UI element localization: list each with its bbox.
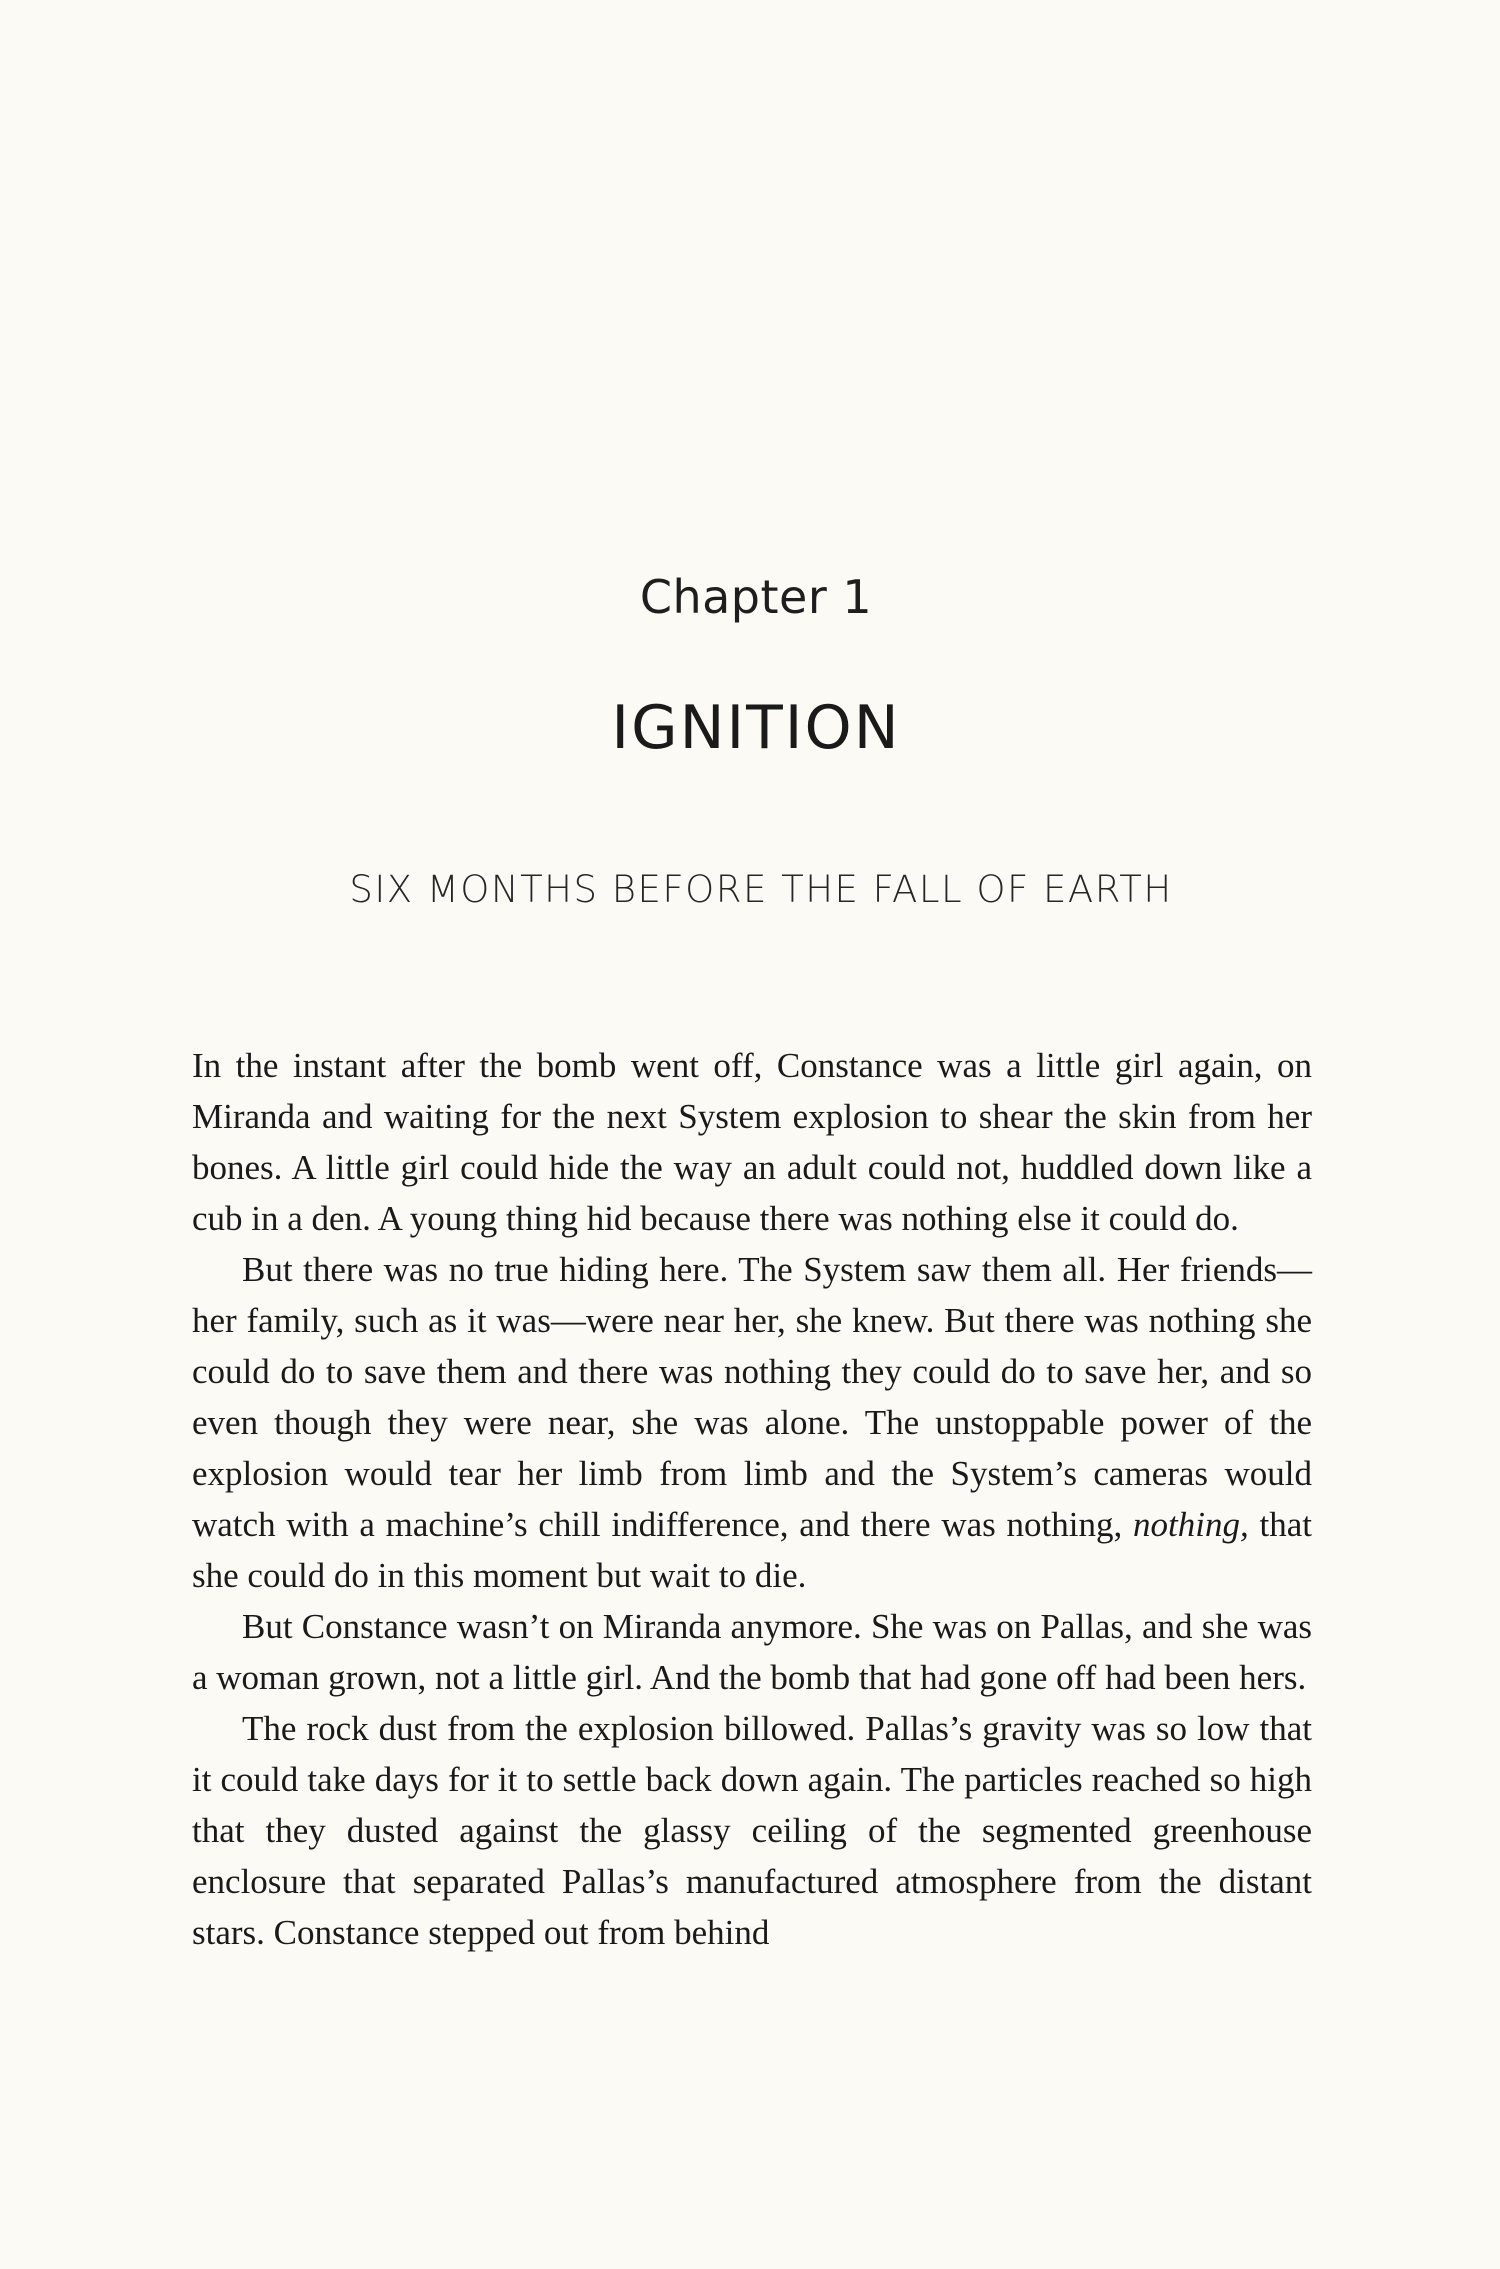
body-text bbox=[192, 1040, 1312, 1958]
paragraph-4: The rock dust from the explosion billowed. Pallas’s gravity was so low that it could take days for it to settle back down again. The particles reached so high that they dusted against the glassy ceiling of the segmented greenhouse enclosure that separated Pallas’s manufactured atmosphere from the distant stars. Constance stepped out from behind bbox=[192, 1709, 1312, 1952]
chapter-number: Chapter 1 bbox=[639, 570, 873, 624]
paragraph-3: But Constance wasn’t on Miranda anymore. She was on Pallas, and she was a woman grown, not a little girl. And the bomb that had gone off had been hers. bbox=[192, 1607, 1312, 1697]
paragraph-2-text-after: that she could do in this moment but wait to die. bbox=[192, 1505, 1312, 1595]
paragraph-1: In the instant after the bomb went off, Constance was a little girl again, on Miranda and waiting for the next System explosion to shear the skin from her bones. A little girl could hide the way an adult could not, huddled down like a cub in a den. A young thing hid because there was nothing else it could do. bbox=[192, 1046, 1312, 1238]
paragraph-2-text-before: But there was no true hiding here. The System saw them all. Her friends—her family, such as it was—were near her, she knew. But there was nothing she could do to save them and there was nothing they could do to save her, and so even though they were near, she was alone. The unstoppable power of the explosion would tear her limb from limb and the System’s cameras would watch with a machine’s chill indifference, and there was nothing, bbox=[192, 1250, 1312, 1544]
paragraph-2-emphasis: nothing, bbox=[1133, 1505, 1249, 1544]
paragraph-2 bbox=[192, 1244, 1312, 1601]
chapter-title: IGNITION bbox=[611, 693, 901, 763]
chapter-subtitle: SIX MONTHS BEFORE THE FALL OF EARTH bbox=[349, 868, 1173, 911]
